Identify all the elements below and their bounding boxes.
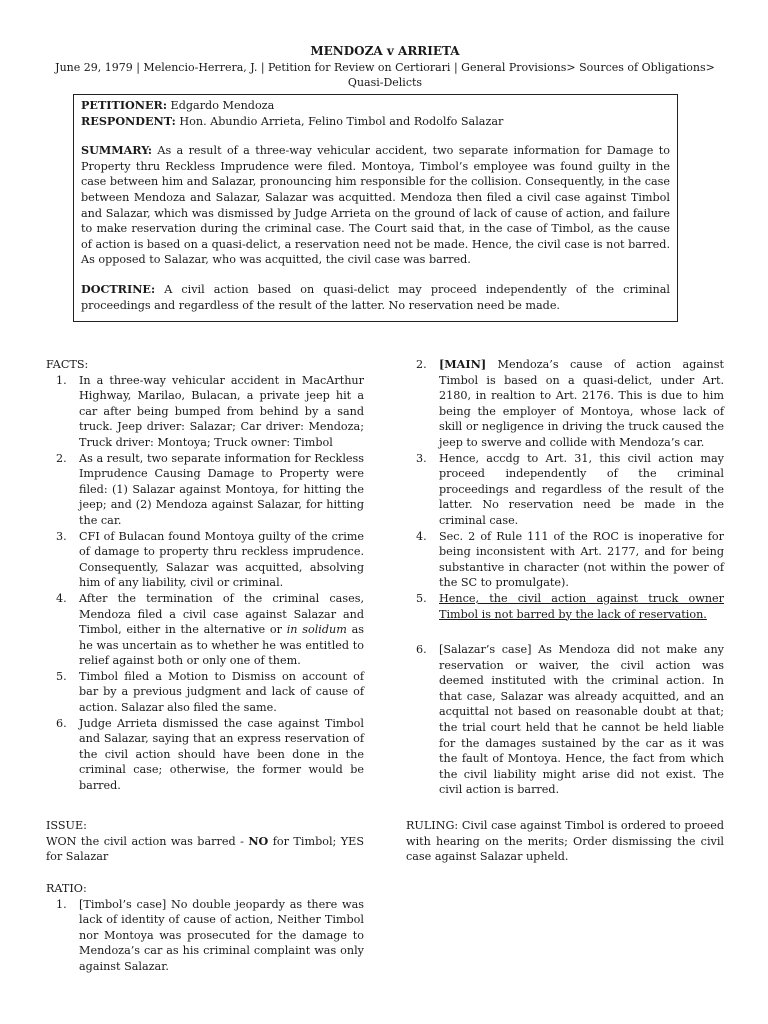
respondent-names: Hon. Abundio Arrieta, Felino Timbol and Rodolfo Salazar bbox=[179, 114, 504, 128]
list-item: 1. [Timbol’s case] No double jeopardy as there was lack of identity of cause of action, Neither Timbol nor Montoya was prosecuted for the damage to Mendoza’s car as his criminal complaint was only against Salazar. bbox=[56, 897, 364, 973]
petitioner-line bbox=[81, 98, 670, 114]
ruling-text: RULING: Civil case against Timbol is ordered to proeed with hearing on the merits; Order dismissing the civil case against Salazar upheld. bbox=[406, 819, 724, 864]
list-item: 6. [Salazar’s case] As Mendoza did not make any reservation or waiver, the civil action was deemed instituted with the criminal action. In that case, Salazar was already acquitted, and an acquittal not based on reasonable doubt at that; the trial court held that he cannot be held liable for the damages sustained by the car as it was the fault of Montoya. Hence, the fact from which the civil liability might arise did not exist. The civil action is barred. bbox=[416, 643, 724, 797]
list-item: 5. Hence, the civil action against truck owner Timbol is not barred by the lack of reservation. bbox=[416, 591, 724, 621]
list-item: 3. Hence, accdg to Art. 31, this civil action may proceed independently of the criminal proceedings and regardless of the result of the latter. No reservation need be made in the criminal case. bbox=[416, 451, 724, 527]
summary-label: SUMMARY: bbox=[81, 143, 152, 158]
ratio-continued bbox=[406, 357, 724, 622]
case-subtitle: June 29, 1979 | Melencio-Herrera, J. | Petition for Review on Certiorari | General Provisions> Sources of Obligations> bbox=[55, 60, 715, 74]
doctrine-text: A civil action based on quasi-delict may proceed independently of the criminal proceedings and regardless of the result of the latter. No reservation need be made. bbox=[81, 282, 671, 312]
ratio-heading: RATIO: bbox=[46, 882, 87, 895]
list-item: 2. [MAIN] Mendoza’s cause of action against Timbol is based on a quasi-delict, under Art. 2180, in realtion to Art. 2176. This is due to him being the employer of Montoya, whose lack of skill or negligence in driving the truck caused the jeep to swerve and collide with Mendoza’s car. bbox=[416, 357, 724, 449]
petitioner-name: Edgardo Mendoza bbox=[170, 99, 275, 112]
case-subtitle-continued: Quasi-Delicts bbox=[347, 76, 423, 90]
issue-heading: ISSUE: bbox=[46, 819, 87, 832]
facts-list bbox=[46, 373, 364, 794]
list-item: 2. As a result, two separate information for Reckless Imprudence Causing Damage to Property were filed: (1) Salazar against Montoya, for hitting the jeep; and (2) Mendoza against Salazar, for hitting the car. bbox=[56, 451, 364, 527]
ratio-list bbox=[46, 897, 364, 975]
list-item: 4. After the termination of the criminal cases, Mendoza filed a civil case against Salazar and Timbol, either in the alternative or in solidum as he was uncertain as to whether he was entitled to relief against both or only one of them. bbox=[56, 591, 364, 668]
petitioner-label: PETITIONER: bbox=[81, 98, 167, 112]
issue-text: WON the civil action was barred - NO for Timbol; YES for Salazar bbox=[46, 833, 364, 864]
summary-paragraph bbox=[81, 143, 670, 268]
ratio-list-continued bbox=[406, 357, 724, 622]
list-item: 6. Judge Arrieta dismissed the case against Timbol and Salazar, saying that an express reservation of the civil action should have been done in the criminal case; otherwise, the former would be barred. bbox=[56, 716, 364, 793]
list-item: 3. CFI of Bulacan found Montoya guilty of the crime of damage to property thru reckless imprudence. Consequently, Salazar was acquitted, absolving him of any liability, civil or criminal. bbox=[56, 529, 364, 590]
salazar-case bbox=[406, 642, 724, 798]
summary-box bbox=[73, 94, 678, 322]
ratio-section bbox=[46, 881, 364, 975]
case-header bbox=[40, 44, 730, 91]
doctrine-label: DOCTRINE: bbox=[81, 281, 156, 296]
facts-heading: FACTS: bbox=[46, 358, 89, 371]
case-title: MENDOZA v ARRIETA bbox=[310, 44, 460, 58]
doctrine-paragraph bbox=[81, 282, 670, 313]
summary-text: As a result of a three-way vehicular accident, two separate information for Damage to Property thru Reckless Imprudence were filed. Montoya, Timbol’s employee was found guilty in the case between him and Salazar, pronouncing him responsible for the collision. Consequently, in the case between Mendoza and Salazar, Salazar was acquitted. Mendoza then filed a civil case against Timbol and Salazar, which was dismissed by Judge Arrieta on the ground of lack of cause of action, and failure to make reservation during the criminal case. The Court said that, in the case of Timbol, as the cause of action is based on a quasi-delict, a reservation need not be made. Hence, the civil case is not barred. As opposed to Salazar, who was acquitted, the civil case was barred. bbox=[81, 144, 670, 267]
facts-section bbox=[46, 357, 364, 794]
list-item: 1. In a three-way vehicular accident in MacArthur Highway, Marilao, Bulacan, a private jeep hit a car after being bumped from behind by a sand truck. Jeep driver: Salazar; Car driver: Mendoza; Truck driver: Montoya; Truck owner: Timbol bbox=[56, 373, 364, 449]
respondent-line bbox=[81, 114, 670, 130]
list-item: 5. Timbol filed a Motion to Dismiss on account of bar by a previous judgment and lack of cause of action. Salazar also filed the same. bbox=[56, 669, 364, 715]
respondent-label: RESPONDENT: bbox=[81, 113, 176, 128]
issue-section bbox=[46, 818, 364, 865]
ruling-section bbox=[406, 818, 724, 865]
list-item: 4. Sec. 2 of Rule 111 of the ROC is inoperative for being inconsistent with Art. 2177, and for being substantive in character (not within the power of the SC to promulgate). bbox=[416, 529, 724, 590]
